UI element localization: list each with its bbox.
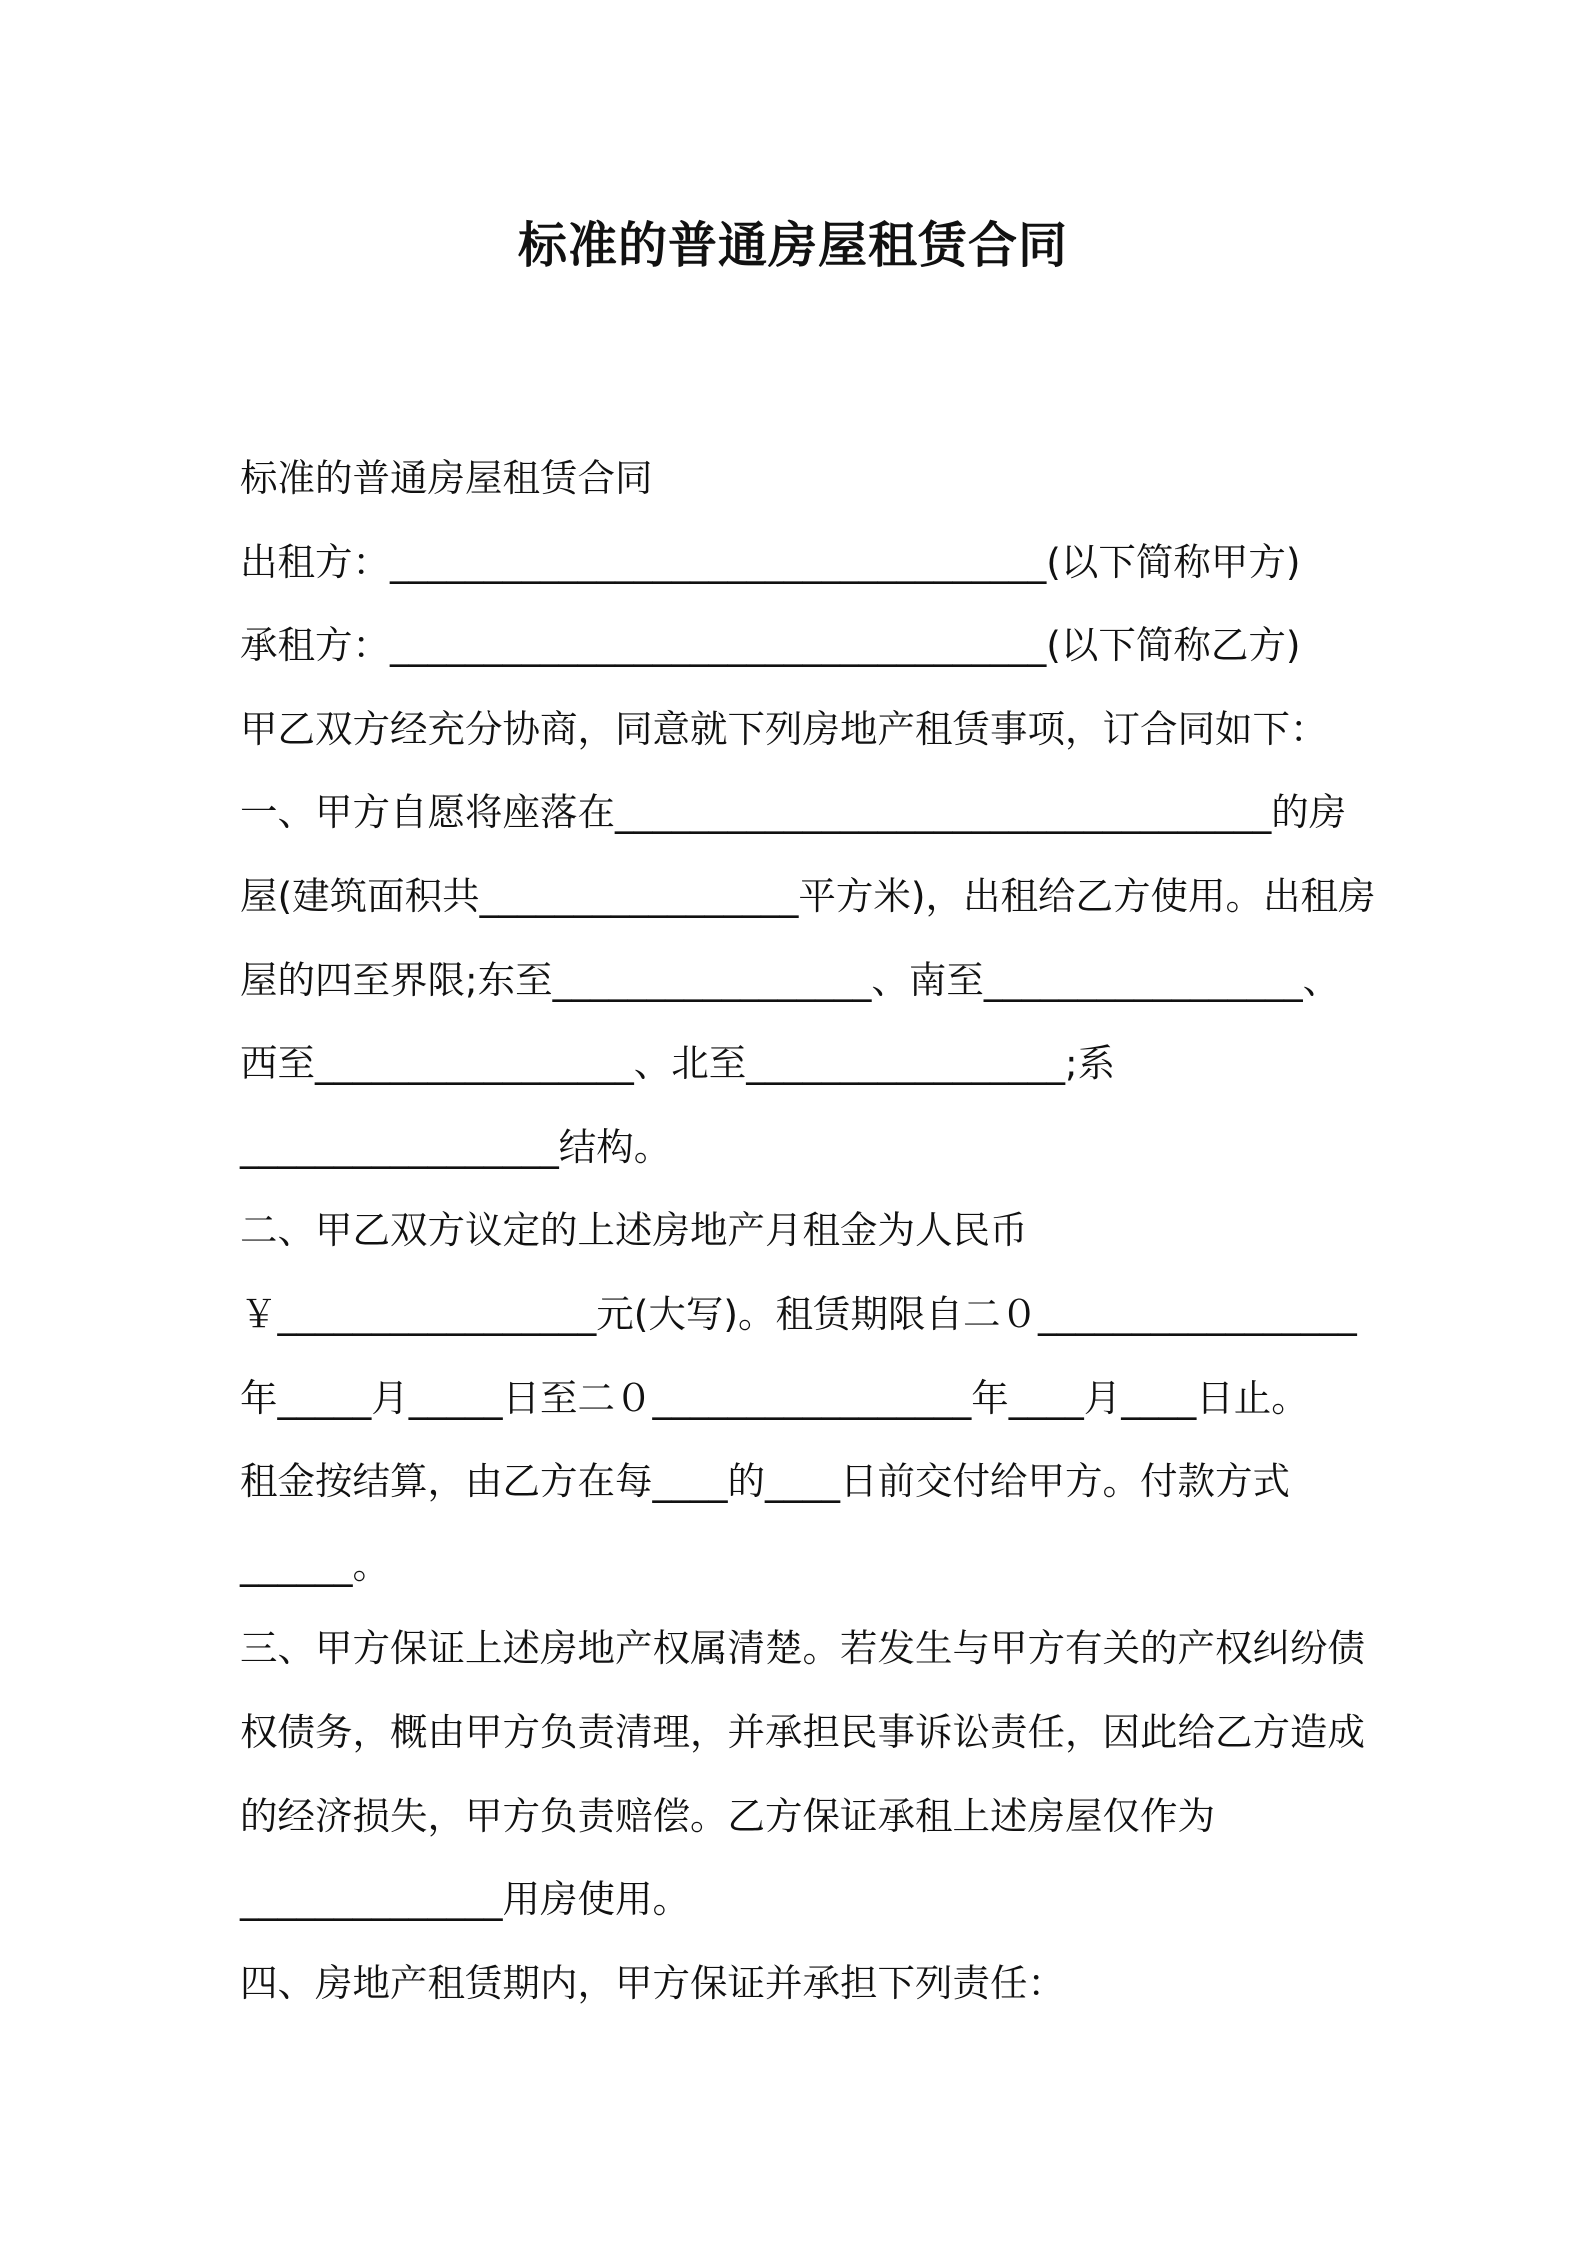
body-line-intro: 甲乙双方经充分协商，同意就下列房地产租赁事项，订合同如下： xyxy=(240,706,1328,751)
body-line-heading: 标准的普通房屋租赁合同 xyxy=(240,456,653,500)
body-line-clause3-c: 的经济损失，甲方负责赔偿。乙方保证承租上述房屋仅作为 xyxy=(240,1793,1215,1838)
document-body xyxy=(240,447,1376,2035)
body-line-lessor: 出租方：___________________________________(以下简称甲方) xyxy=(240,539,1301,584)
body-line-clause2-b: ￥_________________元(大写)。租赁期限自二０_________________ xyxy=(240,1291,1357,1336)
body-line-clause4-a: 四、房地产租赁期内，甲方保证并承担下列责任： xyxy=(240,1960,1065,2005)
body-line-clause1-e: _________________结构。 xyxy=(240,1124,672,1169)
body-line-clause1-a: 一、甲方自愿将座落在___________________________________的房 xyxy=(240,790,1347,835)
body-line-clause3-d: ______________用房使用。 xyxy=(240,1877,690,1922)
document-title: 标准的普通房屋租赁合同 xyxy=(517,217,1068,274)
body-line-clause2-a: 二、甲乙双方议定的上述房地产月租金为人民币 xyxy=(240,1208,1028,1253)
body-line-lessee: 承租方：___________________________________(以下简称乙方) xyxy=(240,623,1301,668)
body-line-clause3-a: 三、甲方保证上述房地产权属清楚。若发生与甲方有关的产权纠纷债 xyxy=(240,1626,1365,1671)
body-line-clause1-c: 屋的四至界限;东至_________________、南至_________________、 xyxy=(240,957,1341,1002)
body-line-clause1-b: 屋(建筑面积共_________________平方米)，出租给乙方使用。出租房 xyxy=(240,873,1376,918)
body-line-clause2-c: 年_____月_____日至二０_________________年____月____日止。 xyxy=(240,1375,1309,1420)
body-line-clause3-b: 权债务，概由甲方负责清理，并承担民事诉讼责任，因此给乙方造成 xyxy=(240,1709,1365,1754)
body-line-clause1-d: 西至_________________、北至_________________;系 xyxy=(240,1041,1116,1086)
body-line-clause2-e: ______。 xyxy=(240,1542,390,1587)
body-line-clause2-d: 租金按结算，由乙方在每____的____日前交付给甲方。付款方式 xyxy=(240,1459,1290,1504)
